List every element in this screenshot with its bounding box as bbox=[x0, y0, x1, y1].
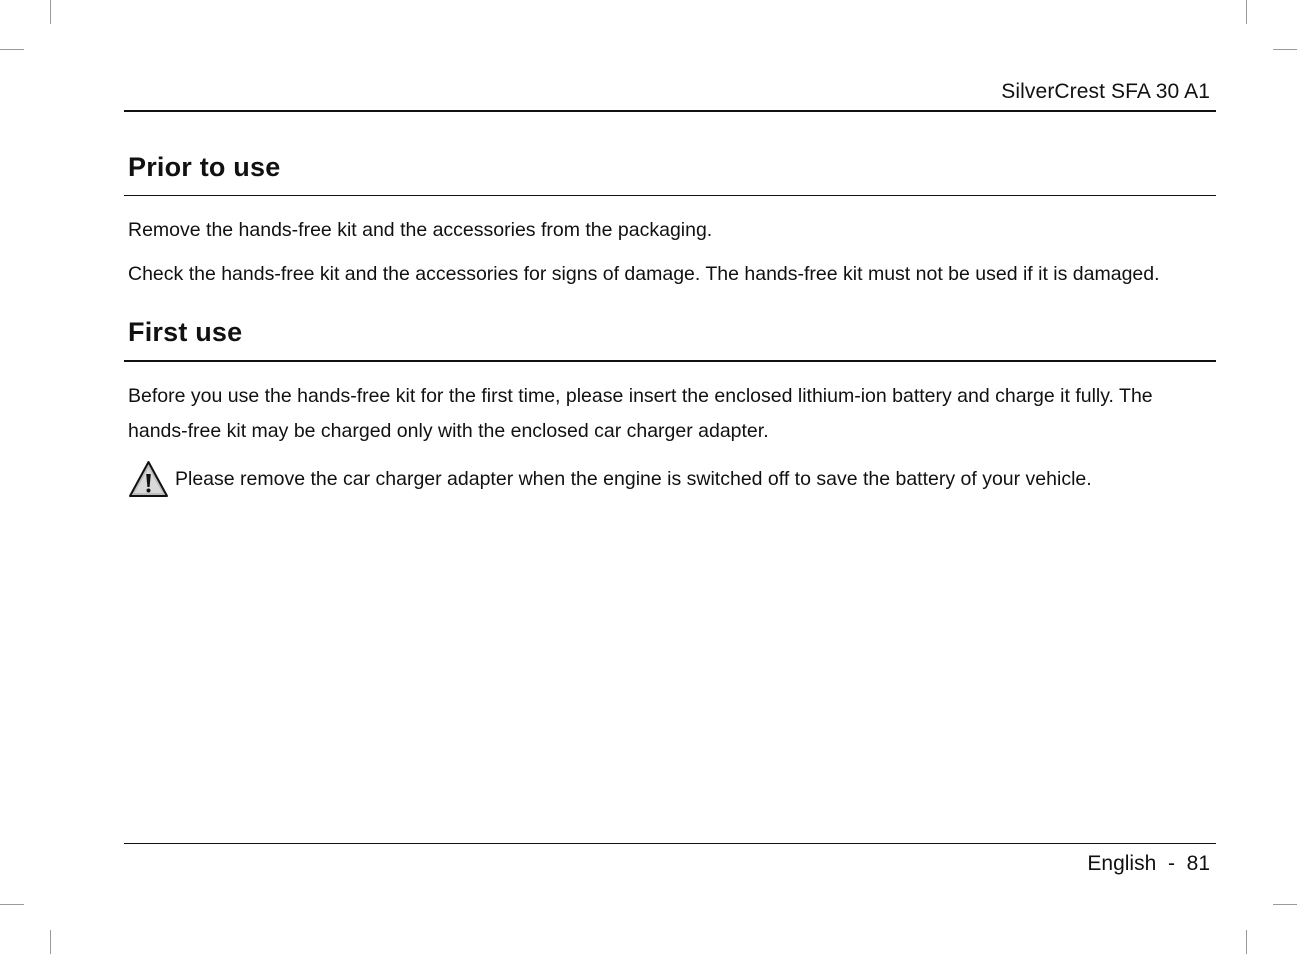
warning-note bbox=[128, 460, 1213, 498]
header-rule bbox=[124, 110, 1216, 112]
section-title-prior-to-use: Prior to use bbox=[128, 152, 281, 182]
paragraph-check-damage: Check the hands-free kit and the accessories for signs of damage. The hands-free kit must not be used if it is damaged. bbox=[128, 263, 1160, 285]
crop-mark-bottom-left-vertical bbox=[50, 930, 51, 954]
crop-mark-bottom-right-horizontal bbox=[1273, 904, 1297, 905]
running-header: SilverCrest SFA 30 A1 bbox=[1001, 80, 1210, 103]
crop-mark-top-right-vertical bbox=[1246, 0, 1247, 24]
footer-language: English bbox=[1087, 852, 1157, 875]
page-footer bbox=[1087, 852, 1210, 876]
crop-mark-top-right-horizontal bbox=[1273, 49, 1297, 50]
section-title-first-use: First use bbox=[128, 317, 243, 347]
crop-mark-bottom-right-vertical bbox=[1246, 930, 1247, 954]
crop-mark-bottom-left-horizontal bbox=[0, 904, 24, 905]
footer-separator: - bbox=[1167, 852, 1175, 875]
section-rule-first-use bbox=[124, 360, 1216, 362]
crop-mark-top-left-horizontal bbox=[0, 49, 24, 50]
section-rule-prior-to-use bbox=[124, 195, 1216, 196]
crop-mark-top-left-vertical bbox=[50, 0, 51, 24]
paragraph-remove-kit: Remove the hands-free kit and the accessories from the packaging. bbox=[128, 219, 713, 241]
footer-rule bbox=[124, 843, 1216, 844]
page-number: 81 bbox=[1186, 852, 1210, 875]
paragraph-first-charge: Before you use the hands-free kit for the first time, please insert the enclosed lithium-ion battery and charge it fully. The hands-free kit may be charged only with the enclosed car charger adapter. bbox=[128, 385, 1153, 442]
warning-triangle-icon bbox=[128, 460, 169, 498]
warning-text: Please remove the car charger adapter when the engine is switched off to save the battery of your vehicle. bbox=[175, 467, 1092, 490]
